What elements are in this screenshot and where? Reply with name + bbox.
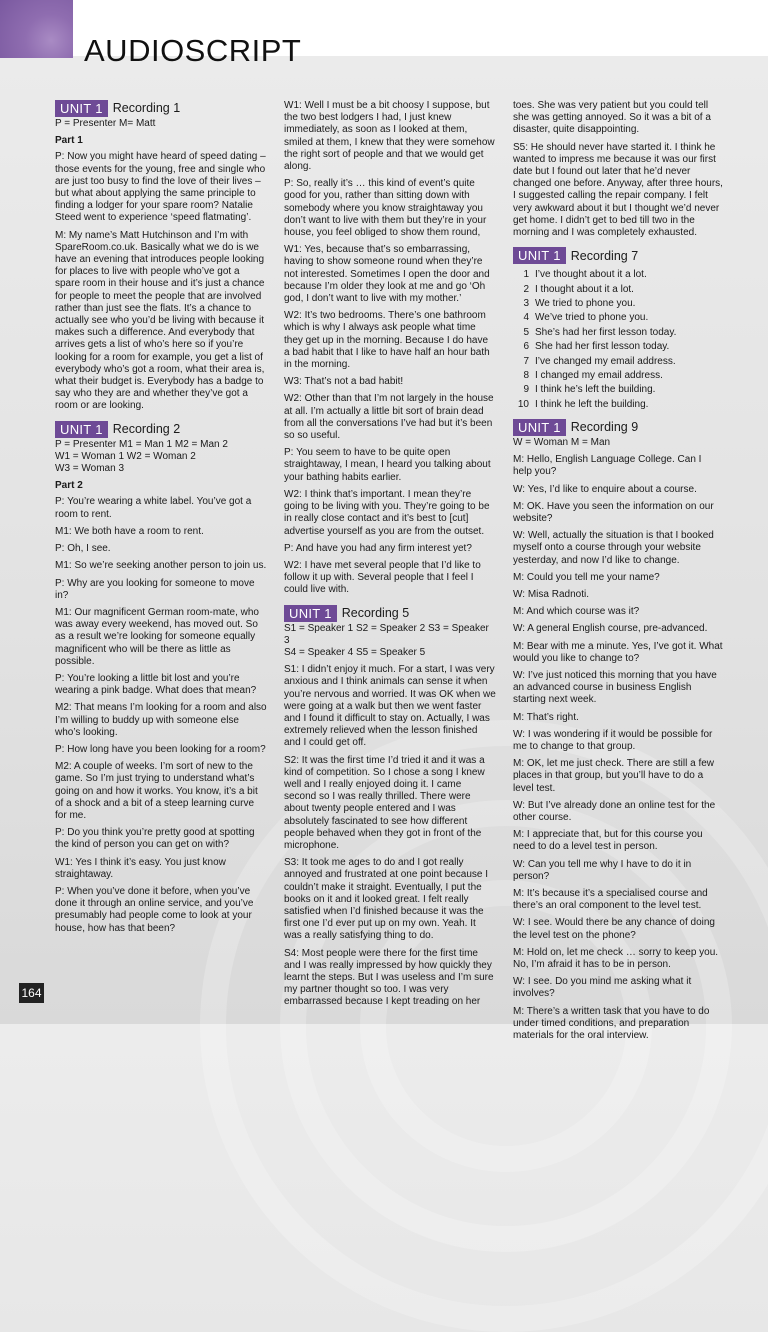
line-text: So, really it’s … this kind of event’s quite good for you, rather than sitting down with somebody where you know straightaway you don’t want to live with them but they’re in your house, you feel obliged to show them round, (284, 178, 487, 239)
line-text: Our magnificent German room-mate, who was away every weekend, has moved out. So as a result we’re looking for someone equally magnificent who will be there as little as possible. (55, 606, 259, 667)
speaker-label: P: (284, 542, 294, 554)
list-item (513, 356, 723, 368)
unit-badge: UNIT 1 (513, 419, 566, 436)
dialogue-block (513, 100, 723, 239)
dialogue-line (284, 100, 496, 173)
item-text: I think he left the building. (535, 398, 649, 410)
line-text: Misa Radnoti. (527, 588, 589, 600)
dialogue-line (55, 496, 267, 520)
line-text: Most people were there for the first time and I was really impressed by how quickly they learnt the steps. But I was useless and I’m sure my partner thought so too. I was very embarrassed because I kept treading on her (284, 947, 494, 1008)
speaker-label: P: (284, 178, 294, 190)
speaker-label: M: (513, 888, 525, 900)
line-text: Hold on, let me check … sorry to keep you. No, I’m afraid it has to be in person. (513, 946, 719, 971)
part-label: Part 2 (55, 480, 83, 492)
recording-title: Recording 7 (570, 248, 639, 263)
line-text: We both have a room to rent. (74, 525, 204, 537)
dialogue-block (513, 454, 723, 1042)
dialogue-line (513, 758, 723, 795)
dialogue-line (513, 917, 723, 941)
line-text: Yes, because that’s so embarrassing, having to show someone round when they’re not interested. Sometimes I open the door and because I’m older they look at me and go ‘Oh god, I don’t want to live with my mother.’ (284, 244, 490, 305)
item-number: 3 (523, 298, 529, 310)
line-text: You seem to have to be quite open straightaway, I mean, I heard you talking about your bathing habits earlier. (284, 447, 491, 483)
dialogue-line (513, 800, 723, 824)
dialogue-line (284, 447, 496, 484)
speaker-label: W2: (284, 488, 302, 500)
dialogue-line (513, 712, 723, 724)
line-text: And which course was it? (526, 606, 640, 618)
line-text: When you’ve done it before, when you’ve done it through an online service, and you’ve presumably had people come to look at your house, how has that been? (55, 885, 254, 934)
line-text: It’s two bedrooms. There’s one bathroom which is why I always ask people what time they get up in the morning. Because I do have a bad habit that I like to have half an hour bath in the morning. (284, 310, 490, 371)
item-number: 4 (523, 312, 529, 324)
list-item (513, 298, 723, 310)
recording-title: Recording 2 (112, 422, 181, 437)
dialogue-line (284, 755, 496, 853)
speaker-label: W1: (284, 244, 302, 256)
recording-title: Recording 5 (341, 605, 410, 620)
line-text: I think that’s important. I mean they’re going to be living with you. They’re going to be in really close contact and it’s best to [cut] advertise yourself as you are from the outset. (284, 488, 490, 537)
line-text: It took me ages to do and I got really annoyed and frustrated at one point because I couldn’t make it straight. Eventually, I put the books on it and it looked great. I felt really satisfied when I’d finished because it was the first one I’d ever put up on my own. Yeah. It was a really satisfying thing to do. (284, 857, 489, 942)
item-text: I changed my email address. (535, 369, 663, 381)
dialogue-block (284, 664, 496, 1008)
line-text: I appreciate that, but for this course you need to do a level test in person. (513, 829, 703, 853)
item-number: 10 (517, 398, 529, 410)
speaker-key: W = Woman M = Man (513, 436, 611, 448)
line-text: I didn’t enjoy it much. For a start, I was very anxious and I think animals can sense it when you’re nervous and worried. It was OK when we were going at a walk but then we went faster and I found it difficult to stay on. Actually, I was extremely relieved when the lesson finished and I could get off. (284, 664, 496, 749)
speaker-label: M: (55, 229, 67, 241)
line-text: And have you had any firm interest yet? (295, 542, 472, 554)
dialogue-line (513, 100, 723, 137)
column-left (55, 100, 267, 940)
speaker-label: P: (284, 447, 294, 459)
dialogue-line (513, 829, 723, 853)
line-text: There’s a written task that you have to do under timed conditions, and preparation materials for the oral interview. (513, 1005, 710, 1042)
line-text: That’s not a bad habit! (304, 376, 404, 388)
speaker-key: S4 = Speaker 4 S5 = Speaker 5 (284, 646, 426, 658)
item-number: 1 (523, 269, 529, 281)
recording-title: Recording 1 (112, 101, 181, 116)
line-text: It’s because it’s a specialised course and there’s an oral component to the level test. (513, 888, 708, 912)
speaker-label: W: (513, 917, 526, 929)
line-text: Yes, I’d like to enquire about a course. (527, 483, 697, 495)
item-number: 5 (523, 326, 529, 338)
list-item (513, 341, 723, 353)
speaker-label: M: (513, 758, 525, 770)
dialogue-line (513, 606, 723, 618)
dialogue-line (55, 886, 267, 935)
item-text: She had her first lesson today. (535, 341, 670, 353)
dialogue-line (284, 948, 496, 1009)
dialogue-line (55, 151, 267, 224)
dialogue-line (513, 530, 723, 567)
recording-7-heading (513, 247, 723, 264)
list-item (513, 284, 723, 296)
dialogue-line (284, 664, 496, 749)
line-text: Well I must be a bit choosy I suppose, but the two best lodgers I had, I just knew immediately, as soon as I looked at them, smiled at them, I knew that they were somehow the right sort of people and that we would get along. (284, 100, 495, 173)
line-text: Could you tell me your name? (526, 571, 660, 583)
dialogue-line (513, 623, 723, 635)
unit-badge: UNIT 1 (513, 247, 566, 264)
part-label: Part 1 (55, 135, 83, 147)
line-text: Can you tell me why I have to do it in person? (513, 858, 692, 882)
item-text: She’s had her first lesson today. (535, 326, 677, 338)
line-text: Hello, English Language College. Can I help you? (513, 454, 702, 478)
dialogue-block (284, 100, 496, 597)
speaker-label: S5: (513, 141, 529, 153)
speaker-key: S1 = Speaker 1 S2 = Speaker 2 S3 = Speaker 3 (284, 622, 489, 646)
speaker-label: W: (513, 588, 526, 600)
line-text: So we’re seeking another person to join us. (74, 560, 267, 572)
dialogue-line (284, 489, 496, 538)
speaker-label: M1: (55, 560, 72, 572)
column-right (513, 100, 723, 1047)
dialogue-line (55, 607, 267, 668)
speaker-label: M2: (55, 702, 72, 714)
dialogue-line (284, 376, 496, 388)
speaker-label: M: (513, 640, 525, 652)
list-item (513, 269, 723, 281)
dialogue-line (284, 543, 496, 555)
dialogue-line (284, 178, 496, 239)
speaker-label: W2: (284, 310, 302, 322)
dialogue-line (284, 560, 496, 597)
speaker-label: W3: (284, 376, 302, 388)
numbered-list (513, 269, 723, 411)
speaker-label: M: (513, 711, 525, 723)
unit-badge: UNIT 1 (284, 605, 337, 622)
line-text: My name’s Matt Hutchinson and I’m with SpareRoom.co.uk. Basically what we do is we have an evening that introduces people looking for places to live with people who’ve got a spare room in their house and it’s just a chance for people to meet the people that are involved rather than just see the flats. It’s a chance to actually see who you’d be living with because it makes such a difference. And everybody that arrives gets a list of who’s here so if you’re looking for a room for example, you get a list of everybody who’s got a room, what their area is, what their budget is. Everybody has a badge to say who they are and whether they’ve got a room or are looking. (55, 229, 265, 412)
dialogue-line (513, 947, 723, 971)
line-text: A general English course, pre-advanced. (527, 623, 708, 635)
line-text: You’re looking a little bit lost and you’re wearing a pink badge. What does that mean? (55, 672, 257, 697)
line-text: Other than that I’m not largely in the house at all. I’m actually a little bit sort of brain dead from all the conversations I’ve had but it’s been so so useful. (284, 393, 494, 442)
dialogue-block (55, 496, 267, 934)
line-text: OK. Have you seen the information on our website? (513, 500, 714, 524)
line-text: toes. She was very patient but you could tell she was getting annoyed. So it was a bit of a disaster, quite disappointing. (513, 100, 711, 136)
speaker-label: W: (513, 728, 526, 740)
item-number: 2 (523, 283, 529, 295)
item-number: 7 (523, 355, 529, 367)
speaker-label: W: (513, 530, 526, 542)
recording-2-heading (55, 421, 267, 438)
line-text: How long have you been looking for a room? (67, 743, 266, 755)
speaker-label: W: (513, 858, 526, 870)
speaker-label: S3: (284, 857, 300, 869)
recording-title: Recording 9 (570, 420, 639, 435)
item-text: We’ve tried to phone you. (535, 312, 649, 324)
dialogue-line (55, 673, 267, 697)
speaker-label: W: (513, 670, 526, 681)
speaker-label: M1: (55, 606, 72, 618)
speaker-label: M2: (55, 761, 72, 773)
speaker-label: S4: (284, 947, 300, 959)
dialogue-line (513, 888, 723, 912)
speaker-label: P: (55, 496, 65, 508)
item-text: I’ve thought about it a lot. (535, 269, 647, 281)
dialogue-line (55, 744, 267, 756)
unit-badge: UNIT 1 (55, 100, 108, 117)
dialogue-line (284, 244, 496, 305)
dialogue-line (513, 641, 723, 665)
line-text: I have met several people that I’d like to follow it up with. Several people that I feel I could live with. (284, 559, 481, 596)
list-item (513, 370, 723, 382)
speaker-label: W2: (284, 393, 302, 405)
dialogue-line (284, 857, 496, 942)
speaker-label: M: (513, 946, 525, 958)
speaker-label: P: (55, 827, 65, 839)
column-middle (284, 100, 496, 1014)
item-number: 6 (523, 341, 529, 353)
line-text: You’re wearing a white label. You’ve got a room to rent. (55, 496, 252, 520)
page-number: 164 (19, 983, 44, 1003)
line-text: Now you might have heard of speed dating – those events for the young, free and single who are just too busy to find the love of their lives – but what about applying the same principle to finding a lodger for your spare room? Natalie Steed went to experience ‘speed flatmating’. (55, 151, 266, 224)
dialogue-block (55, 151, 267, 412)
list-item (513, 312, 723, 324)
line-text: Do you think you’re pretty good at spotting the kind of person you can get on with? (55, 827, 255, 851)
speaker-label: S1: (284, 664, 300, 676)
speaker-key: W3 = Woman 3 (55, 463, 125, 475)
recording-5-heading (284, 605, 496, 622)
dialogue-line (55, 702, 267, 739)
speaker-label: M: (513, 829, 525, 841)
dialogue-line (513, 454, 723, 478)
speaker-label: W2: (284, 559, 302, 571)
speaker-label: P: (55, 743, 65, 755)
speaker-label: M1: (55, 525, 72, 537)
recording-9-heading (513, 419, 723, 436)
line-text: I see. Do you mind me asking what it involves? (513, 976, 692, 1000)
item-text: I think he’s left the building. (535, 384, 656, 396)
line-text: Why are you looking for someone to move in? (55, 577, 255, 601)
speaker-label: W: (513, 976, 526, 988)
corner-tab (0, 0, 73, 58)
page-title: AUDIOSCRIPT (84, 32, 302, 68)
item-number: 8 (523, 369, 529, 381)
line-text: Well, actually the situation is that I booked myself onto a course through your website yesterday, and now I’d like to change. (513, 530, 714, 566)
speaker-label: W1: (284, 100, 302, 111)
dialogue-line (55, 230, 267, 413)
dialogue-line (513, 484, 723, 496)
line-text: Bear with me a minute. Yes, I’ve got it. What would you like to change to? (513, 640, 723, 664)
dialogue-line (284, 310, 496, 371)
speaker-label: W: (513, 483, 526, 495)
line-text: A couple of weeks. I’m sort of new to the game. So I’m just trying to understand what’s going on and how it works. You know, it’s a bit of a shock and a bit of a steep learning curve for me. (55, 761, 258, 821)
line-text: Yes I think it’s easy. You just know straightaway. (55, 856, 226, 880)
item-number: 9 (523, 384, 529, 396)
speaker-label: W: (513, 799, 526, 811)
dialogue-line (55, 578, 267, 602)
speaker-label: M: (513, 606, 525, 618)
line-text: OK, let me just check. There are still a few places in that group, but you’ll have to do a level test. (513, 758, 714, 794)
line-text: He should never have started it. I think he wanted to impress me because it was our first date but I found out later that he’d never changed one before. Anyway, after three hours, I suggested calling the repair company. I felt very awkward about it but I thought we’d never get home. I didn’t get to bed till two in the morning and I was completely exhausted. (513, 141, 723, 239)
speaker-label: W: (513, 623, 526, 635)
speaker-label: M: (513, 500, 525, 512)
line-text: I see. Would there be any chance of doing the level test on the phone? (513, 917, 715, 941)
speaker-key: W1 = Woman 1 W2 = Woman 2 (55, 450, 196, 462)
line-text: That’s right. (526, 711, 579, 723)
dialogue-line (513, 501, 723, 525)
speaker-label: P: (55, 577, 65, 589)
dialogue-line (513, 976, 723, 1000)
dialogue-line (513, 572, 723, 584)
line-text: It was the first time I’d tried it and it was a kind of competition. So I chose a song I knew well and I really enjoyed doing it. I came second so I was really thrilled. There were about twenty people entered and I was absolutely fascinated to see how different people behaved when they got in front of the microphone. (284, 754, 485, 851)
dialogue-line (513, 670, 723, 707)
unit-badge: UNIT 1 (55, 421, 108, 438)
dialogue-line (513, 589, 723, 601)
line-text: I was wondering if it would be possible for me to change to that group. (513, 728, 713, 753)
speaker-label: P: (55, 543, 65, 555)
item-text: I thought about it a lot. (535, 283, 634, 295)
speaker-label: M: (513, 571, 525, 583)
dialogue-line (55, 761, 267, 822)
line-text: That means I’m looking for a room and also I’m willing to buddy up with someone else who’s looking. (55, 702, 267, 738)
dialogue-line (55, 560, 267, 572)
speaker-label: P: (55, 885, 65, 897)
speaker-label: P: (55, 672, 65, 684)
dialogue-line (55, 827, 267, 851)
speaker-label: M: (513, 454, 525, 466)
dialogue-line (284, 393, 496, 442)
item-text: I’ve changed my email address. (535, 355, 676, 367)
line-text: But I’ve already done an online test for the other course. (513, 799, 716, 824)
item-text: We tried to phone you. (535, 298, 636, 310)
line-text: I’ve just noticed this morning that you have an advanced course in business English starting next week. (513, 670, 717, 706)
list-item (513, 399, 723, 411)
list-item (513, 327, 723, 339)
dialogue-line (55, 526, 267, 538)
speaker-label: W1: (55, 856, 73, 868)
dialogue-line (513, 142, 723, 240)
speaker-label: P: (55, 151, 65, 163)
speaker-label: S2: (284, 754, 300, 766)
speaker-key: P = Presenter M1 = Man 1 M2 = Man 2 (55, 438, 228, 450)
dialogue-line (513, 729, 723, 753)
list-item (513, 384, 723, 396)
dialogue-line (55, 543, 267, 555)
speaker-label: M: (513, 1005, 525, 1017)
recording-1-heading (55, 100, 267, 117)
speaker-key: P = Presenter M= Matt (55, 118, 156, 129)
line-text: Oh, I see. (67, 543, 111, 555)
dialogue-line (55, 857, 267, 881)
dialogue-line (513, 859, 723, 883)
